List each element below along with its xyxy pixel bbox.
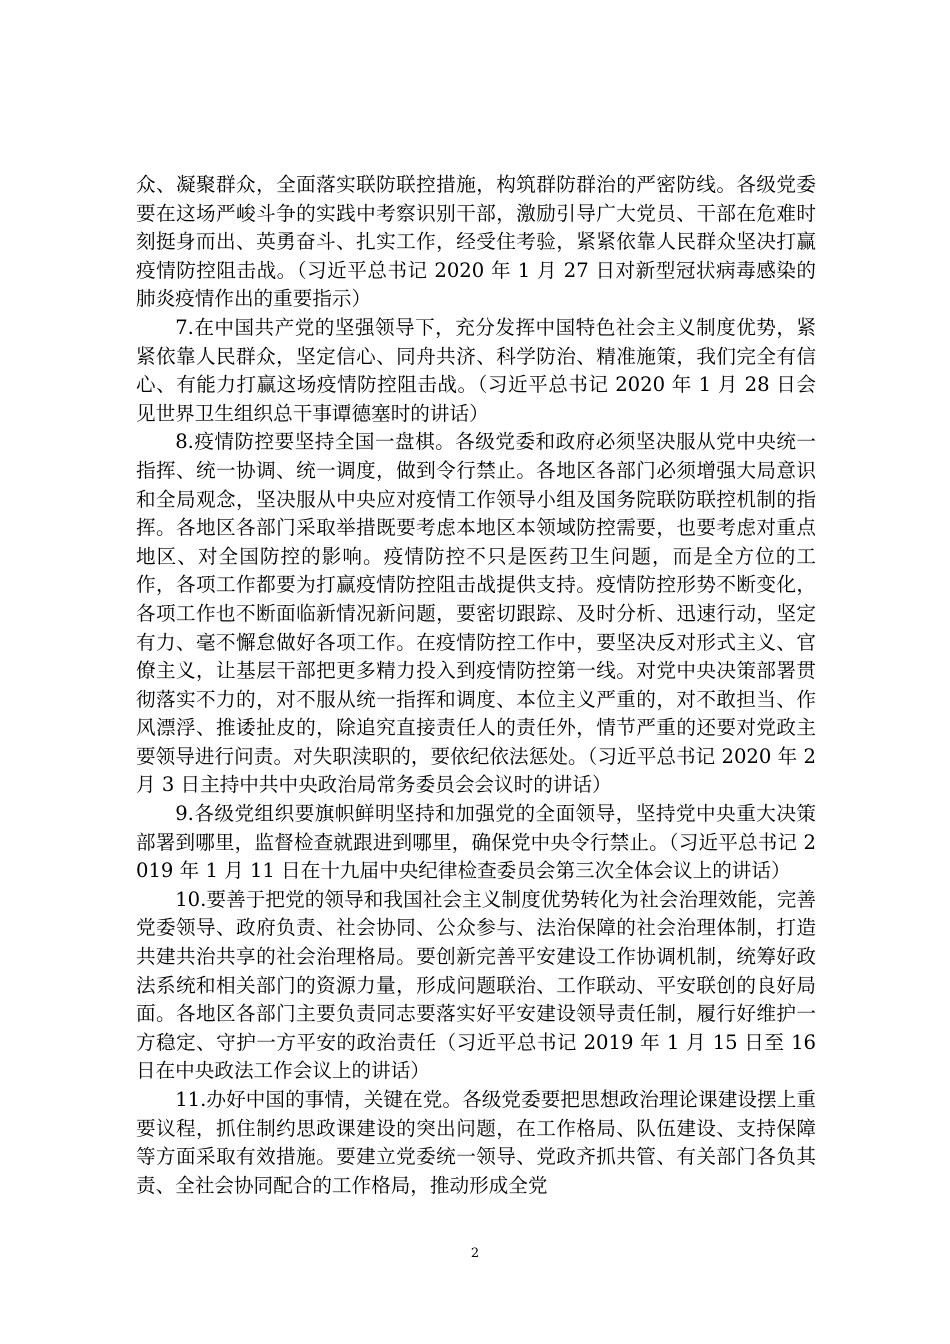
paragraph-continuation: 众、凝聚群众，全面落实联防联控措施，构筑群防群治的严密防线。各级党委要在这场严峻斗争的实践中考察识别干部，激励引导广大党员、干部在危难时刻挺身而出、英勇奋斗、扎实工作，经受住考验，紧紧依靠人民群众坚决打赢疫情防控阻击战。（习近平总书记 2020 年 1 月 27 日对新型冠状病毒感染的肺炎疫情作出的重要指示） (136, 173, 816, 311)
page-number: 2 (470, 1246, 480, 1261)
paragraph-item-7: 7.在中国共产党的坚强领导下，充分发挥中国特色社会主义制度优势，紧紧依靠人民群众，坚定信心、同舟共济、科学防治、精准施策，我们完全有信心、有能力打赢这场疫情防控阻击战。（习近平总书记 2020 年 1 月 28 日会见世界卫生组织总干事谭德塞时的讲话） (136, 315, 816, 425)
paragraph-item-8: 8.疫情防控要坚持全国一盘棋。各级党委和政府必须坚决服从党中央统一指挥、统一协调、统一调度，做到令行禁止。各地区各部门必须增强大局意识和全局观念，坚决服从中央应对疫情工作领导小组及国务院联防联控机制的指挥。各地区各部门采取举措既要考虑本地区本领域防控需要，也要考虑对重点地区、对全国防控的影响。疫情防控不只是医药卫生问题，而是全方位的工作，各项工作都要为打赢疫情防控阻击战提供支持。疫情防控形势不断变化，各项工作也不断面临新情况新问题，要密切跟踪、及时分析、迅速行动，坚定有力、毫不懈怠做好各项工作。在疫情防控工作中，要坚决反对形式主义、官僚主义，让基层干部把更多精力投入到疫情防控第一线。对党中央决策部署贯彻落实不力的，对不服从统一指挥和调度、本位主义严重的，对不敢担当、作风漂浮、推诿扯皮的，除追究直接责任人的责任外，情节严重的还要对党政主要领导进行问责。对失职渎职的，要依纪依法惩处。（习近平总书记 2020 年 2 月 3 日主持中共中央政治局常务委员会会议时的讲话） (136, 430, 816, 797)
paragraph-item-11: 11.办好中国的事情，关键在党。各级党委要把思想政治理论课建设摆上重要议程，抓住制约思政课建设的突出问题，在工作格局、队伍建设、支持保障等方面采取有效措施。要建立党委统一领导、党政齐抓共管、有关部门各负其责、全社会协同配合的工作格局，推动形成全党 (136, 1088, 816, 1197)
paragraph-item-9: 9.各级党组织要旗帜鲜明坚持和加强党的全面领导，坚持党中央重大决策部署到哪里，监督检查就跟进到哪里，确保党中央令行禁止。（习近平总书记 2019 年 1 月 11 日在十九届中央纪律检查委员会第三次全体会议上的讲话） (136, 802, 816, 883)
paragraph-item-10: 10.要善于把党的领导和我国社会主义制度优势转化为社会治理效能，完善党委领导、政府负责、社会协同、公众参与、法治保障的社会治理体制，打造共建共治共享的社会治理格局。要创新完善平安建设工作协调机制，统筹好政法系统和相关部门的资源力量，形成问题联治、工作联动、平安联创的良好局面。各地区各部门主要负责同志要落实好平安建设领导责任制，履行好维护一方稳定、守护一方平安的政治责任（习近平总书记 2019 年 1 月 15 日至 16 日在中央政法工作会议上的讲话） (136, 887, 816, 1083)
document-body (136, 171, 816, 1200)
